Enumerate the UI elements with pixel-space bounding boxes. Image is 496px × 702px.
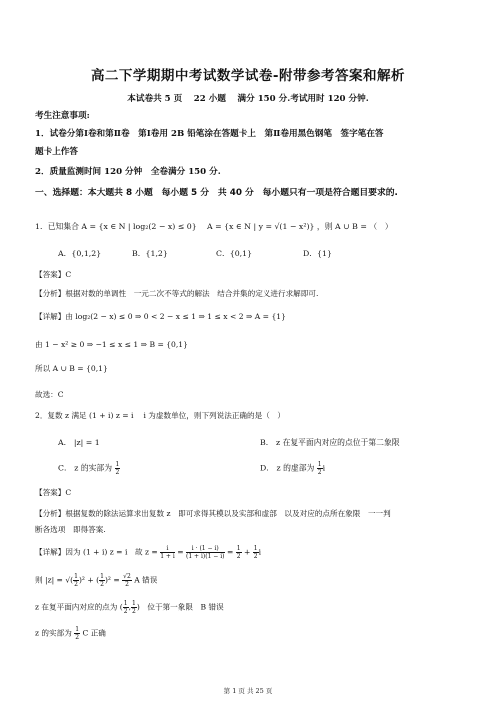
- section-heading: 一、选择题：本大题共 8 小题 每小题 5 分 共 40 分 每小题只有一项是符合题目要求的.: [35, 188, 398, 198]
- q1-option-c: C．{0,1}: [216, 249, 253, 258]
- q1-analysis: 【分析】根据对数的单调性 一元二次不等式的解法 结合并集的定义进行求解即可.: [35, 289, 319, 298]
- half-fraction: $\frac{1}{2}$: [115, 461, 120, 476]
- q1-detail-3: 所以 A ∪ B = {0,1}: [35, 364, 108, 373]
- q2-option-c-label: C． z 的实部为: [58, 463, 113, 473]
- q1-option-b: B．{1,2}: [132, 249, 168, 258]
- page-title: 高二下学期期中考试数学试卷-附带参考答案和解析: [90, 68, 406, 84]
- fraction: $\frac{i \cdot (1 - i)}{(1 + i)(1 - i)}$: [185, 545, 225, 560]
- half-fraction: $\frac{1}{2}$: [317, 461, 322, 476]
- q1-detail-1: 【详解】由 log₂(2 − x) ≤ 0 ⇒ 0 < 2 − x ≤ 1 ⇒ 1 ≤ x < 2 ⇒ A = {1}: [35, 312, 286, 321]
- half-fraction: $\frac{1}{2}$: [100, 573, 104, 588]
- notice-item-2: 2．质量监测时间 120 分钟 全卷满分 150 分.: [35, 167, 221, 177]
- fraction: $\frac{i}{1 + i}$: [160, 545, 175, 560]
- q1-stem: 1．已知集合 A = {x ∈ N | log₂(2 − x) ≤ 0} A = {x ∈ N | y = √(1 − x²)} ，则 A ∪ B = （ ）: [35, 222, 393, 231]
- half-fraction: $\frac{1}{2}$: [236, 545, 241, 560]
- q1-option-a: A．{0,1,2}: [58, 249, 102, 258]
- half-fraction: $\frac{1}{2}$: [253, 545, 258, 560]
- page-footer: 第 1 页 共 25 页: [223, 687, 273, 695]
- half-fraction: $\frac{1}{2}$: [131, 600, 136, 615]
- q2-detail-line: 【详解】因为 (1 + i) z = i 故 z = $\frac{i}{1 + i}$ = $\frac{i \cdot (1 - i)}{(1 + i)(1 - i)}$ = $\frac{1}{2}$ + $\frac{1}{2}$ i: [35, 545, 262, 560]
- q2-option-b: B． z 在复平面内对应的点位于第二象限: [260, 438, 400, 447]
- notice-heading: 考生注意事项:: [35, 111, 90, 121]
- q1-conclusion: 故选：C: [35, 390, 64, 399]
- q2-real-part-line: z 的实部为 $\frac{1}{2}$ C 正确: [35, 626, 106, 641]
- q2-stem: 2．复数 z 满足 (1 + i) z = i i 为虚数单位，则下列说法正确的是（ ）: [35, 411, 285, 420]
- half-fraction: $\frac{1}{2}$: [75, 626, 80, 641]
- q2-option-d-label: D． z 的虚部为: [260, 463, 315, 473]
- half-fraction: $\frac{1}{2}$: [74, 573, 78, 588]
- q2-answer: 【答案】C: [35, 488, 72, 497]
- q2-option-a: A． |z| = 1: [58, 438, 100, 447]
- q2-modulus-line: 则 |z| = √( $\frac{1}{2}$ )² + ( $\frac{1}{2}$ )² = $\frac{√2}{2}$ A 错误: [35, 573, 158, 588]
- q1-option-d: D．{1}: [303, 249, 332, 258]
- sqrt2-over-2: $\frac{√2}{2}$: [123, 573, 131, 588]
- q1-detail-2: 由 1 − x² ≥ 0 ⇒ −1 ≤ x ≤ 1 ⇒ B = {0,1}: [35, 340, 188, 349]
- notice-item-1a: 1．试卷分第Ⅰ卷和第Ⅱ卷 第Ⅰ卷用 2B 铅笔涂在答题卡上 第Ⅱ卷用黑色钢笔 签字笔在答: [35, 129, 384, 139]
- q2-point-line: z 在复平面内对应的点为 ( $\frac{1}{2}$ , $\frac{1}{2}$ ) 位于第一象限 B 错误: [35, 600, 224, 615]
- exam-info: 本试卷共 5 页 22 小题 满分 150 分.考试用时 120 分钟.: [127, 94, 369, 104]
- q2-option-d: D． z 的虚部为 $\frac{1}{2}$ i: [260, 461, 326, 476]
- q1-answer: 【答案】C: [35, 270, 72, 279]
- q2-analysis-1: 【分析】根据复数的除法运算求出复数 z 即可求得其模以及实部和虚部 以及对应的点所在象限 一一判: [35, 509, 391, 518]
- q2-analysis-2: 断各选项 即得答案.: [35, 525, 106, 534]
- notice-item-1b: 题卡上作答: [35, 147, 78, 157]
- q2-option-c: [58, 461, 120, 476]
- half-fraction: $\frac{1}{2}$: [123, 600, 128, 615]
